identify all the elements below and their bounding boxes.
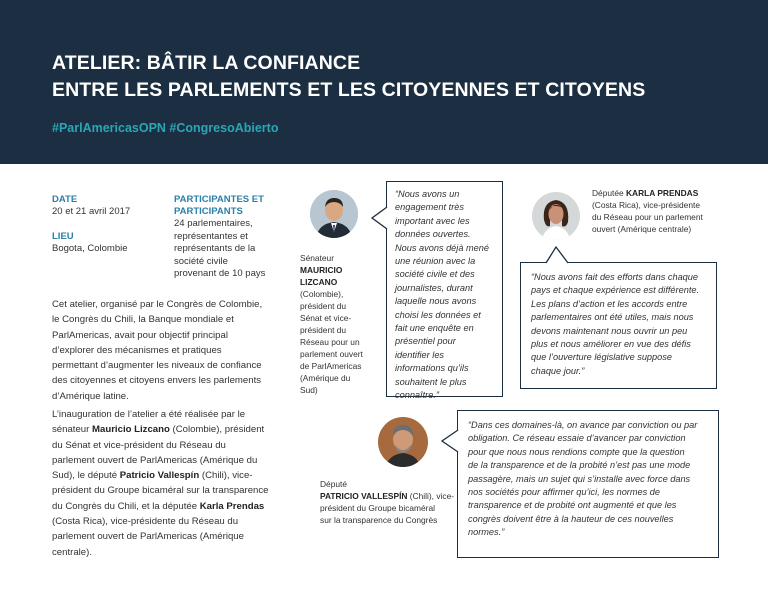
caption-line: président du Groupe bicaméral	[320, 503, 435, 513]
caption-line: Réseau pour un	[300, 337, 360, 347]
quote-line: “Nous avons un	[395, 189, 460, 199]
text-line: du Sénat et vice-président du Réseau du	[52, 439, 226, 451]
text-line: parlement ouvert de ParlAmericas (Amérique	[52, 531, 244, 543]
caption-line: (Chili), vice-	[407, 491, 455, 501]
caption-line: du Réseau pour un parlement	[592, 212, 703, 222]
caption-name	[592, 187, 703, 199]
quote-line: société civile et des	[395, 269, 475, 280]
quote-line: une réunion avec la	[395, 256, 476, 267]
vallespin-photo	[378, 417, 428, 467]
quote-line: parlementaires ont été utiles, mais nous	[531, 312, 694, 323]
quote-line: Nous avons déjà mené	[395, 242, 489, 253]
quote-line: pays et chaque expérience est différente.	[531, 285, 700, 296]
text-run: du Congrès du Chili, et la députée	[52, 500, 200, 512]
text-line	[52, 499, 269, 514]
participants-line: 24 parlementaires,	[174, 218, 253, 229]
quote-line: présentiel pour	[395, 336, 456, 347]
caption-line: président du	[300, 301, 347, 311]
quote-line: chaque jour.”	[531, 365, 585, 376]
text-line	[52, 422, 269, 437]
quote-line: identifier les	[395, 349, 445, 360]
text-line	[52, 468, 269, 483]
text-line: président du Groupe bicaméral sur la transparence	[52, 485, 269, 497]
caption-name	[300, 264, 363, 276]
caption-role: Députée	[592, 188, 626, 198]
quote-line: données ouvertes.	[395, 229, 471, 240]
caption-line: parlement ouvert	[300, 349, 363, 359]
portrait-icon	[310, 190, 358, 238]
vallespin-caption	[320, 478, 454, 526]
quote-line: important avec les	[395, 215, 470, 226]
intro-paragraph	[52, 297, 262, 404]
caption-name	[320, 490, 454, 502]
quote-line: devons maintenant nous ouvrir un peu	[531, 325, 688, 336]
text-line: parlement ouvert de ParlAmericas (Amérique du	[52, 454, 258, 466]
lizcano-photo	[310, 190, 358, 238]
text-line: (Costa Rica), vice-présidente du Réseau du	[52, 516, 239, 528]
quote-line: transparence et de probité ont augmenté et que les	[468, 500, 677, 511]
prendas-quote-box	[520, 262, 717, 389]
participants-line: représentantes et	[174, 230, 248, 242]
page-title	[52, 50, 645, 104]
text-line: Cet atelier, organisé par le Congrès de Colombie,	[52, 299, 263, 310]
caption-line: président du	[300, 325, 347, 335]
quote-line: de la transparence et de la probité n’est pas une mode	[468, 460, 691, 471]
vallespin-quote-box	[457, 410, 719, 558]
quote-line: que l’ouverture législative suppose	[531, 352, 672, 363]
quote-line: Les plans d’action et les accords entre	[531, 298, 688, 309]
quote-line: plus et nous améliorer en vue des défis	[531, 339, 691, 350]
text-line: des citoyennes et citoyens envers les parlements	[52, 375, 262, 387]
lizcano-caption	[300, 252, 363, 396]
date-value: 20 et 21 avril 2017	[52, 206, 131, 217]
quote-line: laquelle nous avons	[395, 296, 477, 307]
inauguration-paragraph	[52, 407, 269, 560]
participants-line: provenant de 10 pays	[174, 268, 266, 279]
caption-role: Député	[320, 479, 348, 489]
participants-label-1: PARTICIPANTES ET	[174, 194, 264, 205]
participants-line: représentants de la	[174, 243, 256, 254]
text-run: (Chili), vice-	[199, 470, 253, 482]
quote-line: souhaitent le plus	[395, 376, 467, 387]
caption-line: (Colombie),	[300, 289, 344, 299]
quote-line: journalistes, durant	[395, 282, 473, 293]
prendas-quote-pointer	[544, 245, 570, 264]
quote-line: connaître.”	[395, 390, 439, 401]
quote-line: “Nous avons fait des efforts dans chaque	[531, 272, 699, 282]
place-label: LIEU	[52, 231, 74, 242]
caption-line: Sud)	[300, 385, 318, 395]
quote-line: passagère, mais un sujet qui s’installe avec force dans	[468, 473, 691, 484]
text-line: centrale).	[52, 546, 92, 558]
quote-line: informations qu’ils	[395, 363, 469, 374]
prendas-caption	[592, 187, 703, 235]
quote-line: normes.”	[468, 527, 505, 538]
portrait-icon	[532, 192, 580, 240]
name-part: PATRICIO VALLESPÍN	[320, 491, 408, 501]
lizcano-quote-box	[386, 181, 503, 401]
name-part: MAURICIO	[300, 265, 343, 275]
name-prendas: Karla Prendas	[199, 500, 265, 512]
caption-line: sur la transparence du Congrès	[320, 515, 438, 525]
quote-line: engagement très	[395, 202, 464, 213]
lizcano-quote-pointer	[370, 205, 390, 231]
hashtags: #ParlAmericasOPN #CongresoAbierto	[52, 121, 279, 135]
name-vallespin: Patricio Vallespín	[119, 470, 200, 482]
caption-line: (Amérique du	[300, 373, 351, 383]
quote-line: “Dans ces domaines-là, on avance par conviction ou par	[468, 420, 698, 430]
quote-line: obligation. Ce réseau essaie d’avancer par conviction	[468, 433, 686, 444]
vallespin-quote-pointer	[440, 428, 459, 454]
prendas-photo	[532, 192, 580, 240]
text-run: (Colombie), président	[169, 424, 265, 436]
quote-line: fait une enquête en	[395, 323, 474, 334]
text-line: permettant d’augmenter les niveaux de confiance	[52, 360, 262, 372]
date-label: DATE	[52, 194, 78, 205]
caption-line: (Costa Rica), vice-présidente	[592, 200, 700, 210]
name-part: LIZCANO	[300, 277, 338, 287]
participants-line: société civile	[174, 255, 228, 267]
text-line: d’explorer des mécanismes et pratiques	[52, 344, 222, 356]
text-run: sénateur	[52, 424, 93, 436]
title-line-1: ATELIER: BÂTIR LA CONFIANCE	[52, 52, 361, 74]
text-line: L’inauguration de l’atelier a été réalisée par le	[52, 409, 246, 420]
text-line: d’Amérique latine.	[52, 390, 129, 402]
quote-line: choisi les données et	[395, 309, 481, 320]
caption-line: ouvert (Amérique centrale)	[592, 224, 692, 234]
place-value: Bogota, Colombie	[52, 243, 128, 254]
portrait-icon	[378, 417, 428, 467]
name-part: KARLA PRENDAS	[626, 188, 699, 198]
header-banner	[0, 0, 768, 164]
caption-line: de ParlAmericas	[300, 361, 362, 371]
name-lizcano: Mauricio Lizcano	[92, 424, 170, 436]
quote-line: nos sociétés pour affirmer qu’ici, les normes de	[468, 487, 660, 498]
caption-line: Sénat et vice-	[300, 313, 352, 323]
title-line-2: ENTRE LES PARLEMENTS ET LES CITOYENNES ET CITOYENS	[52, 79, 646, 101]
quote-line: congrès doivent être à la hauteur de ces nouvelles	[468, 513, 674, 524]
text-run: Sud), le député	[52, 470, 120, 482]
text-line: le Congrès du Chili, la Banque mondiale et	[52, 314, 234, 326]
participants-label-2: PARTICIPANTS	[174, 206, 243, 217]
participants-value	[174, 218, 265, 281]
caption-role: Sénateur	[300, 253, 334, 263]
quote-line: pour que nous nous rendions compte que la question	[468, 446, 685, 457]
caption-name	[300, 276, 363, 288]
text-line: ParlAmericas, avait pour objectif principal	[52, 329, 228, 341]
